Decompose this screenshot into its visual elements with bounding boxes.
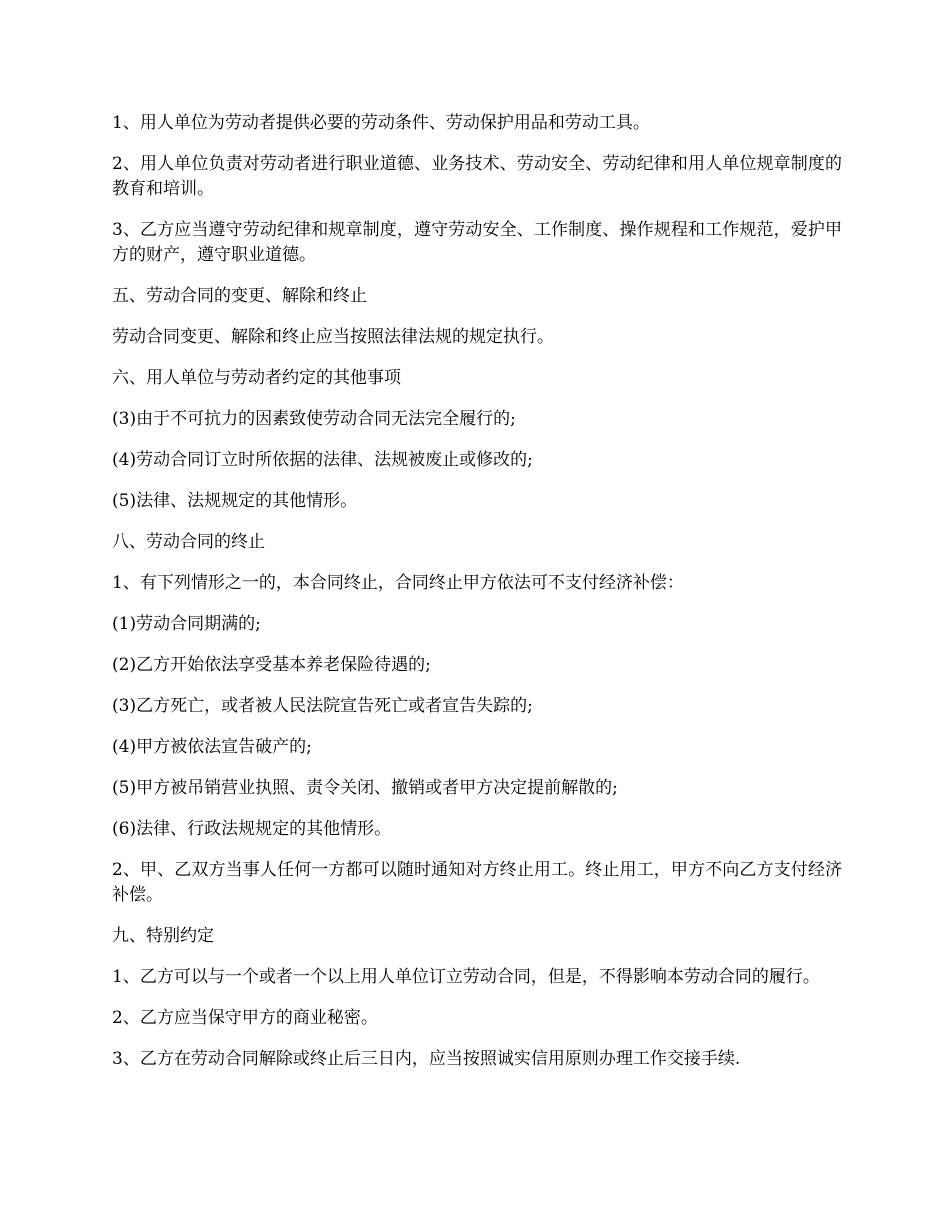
clause-paragraph: 3、乙方在劳动合同解除或终止后三日内，应当按照诚实信用原则办理工作交接手续.: [112, 1049, 741, 1069]
section-heading: 六、用人单位与劳动者约定的其他事项: [112, 368, 401, 388]
section-heading: 五、劳动合同的变更、解除和终止: [112, 286, 367, 306]
list-item: (5)甲方被吊销营业执照、责令关闭、撤销或者甲方决定提前解散的;: [112, 778, 618, 798]
document-page: [112, 111, 842, 1088]
list-item: (4)劳动合同订立时所依据的法律、法规被废止或修改的;: [112, 450, 533, 470]
clause-paragraph: 劳动合同变更、解除和终止应当按照法律法规的规定执行。: [112, 327, 554, 347]
list-item: (1)劳动合同期满的;: [112, 614, 261, 634]
clause-paragraph: 1、用人单位为劳动者提供必要的劳动条件、劳动保护用品和劳动工具。: [112, 113, 650, 133]
list-item: (4)甲方被依法宣告破产的;: [112, 737, 312, 757]
list-item: (3)由于不可抗力的因素致使劳动合同无法完全履行的;: [112, 409, 516, 429]
section-heading: 八、劳动合同的终止: [112, 532, 265, 552]
list-item: (6)法律、行政法规规定的其他情形。: [112, 819, 392, 839]
list-item: (3)乙方死亡，或者被人民法院宣告死亡或者宣告失踪的;: [112, 696, 533, 716]
list-item: (2)乙方开始依法享受基本养老保险待遇的;: [112, 655, 431, 675]
clause-paragraph: 2、乙方应当保守甲方的商业秘密。: [112, 1008, 378, 1028]
clause-paragraph: 1、乙方可以与一个或者一个以上用人单位订立劳动合同，但是，不得影响本劳动合同的履行。: [112, 967, 820, 987]
section-heading: 九、特别约定: [112, 926, 214, 946]
clause-paragraph: 2、甲、乙双方当事人任何一方都可以随时通知对方终止用工。终止用工，甲方不向乙方支付经济补偿。: [112, 860, 842, 905]
clause-paragraph: 1、有下列情形之一的，本合同终止，合同终止甲方依法可不支付经济补偿：: [112, 573, 684, 593]
clause-paragraph: 3、乙方应当遵守劳动纪律和规章制度，遵守劳动安全、工作制度、操作规程和工作规范，爱护甲方的财产，遵守职业道德。: [112, 220, 842, 265]
clause-paragraph: 2、用人单位负责对劳动者进行职业道德、业务技术、劳动安全、劳动纪律和用人单位规章制度的教育和培训。: [112, 154, 842, 199]
list-item: (5)法律、法规规定的其他情形。: [112, 491, 358, 511]
